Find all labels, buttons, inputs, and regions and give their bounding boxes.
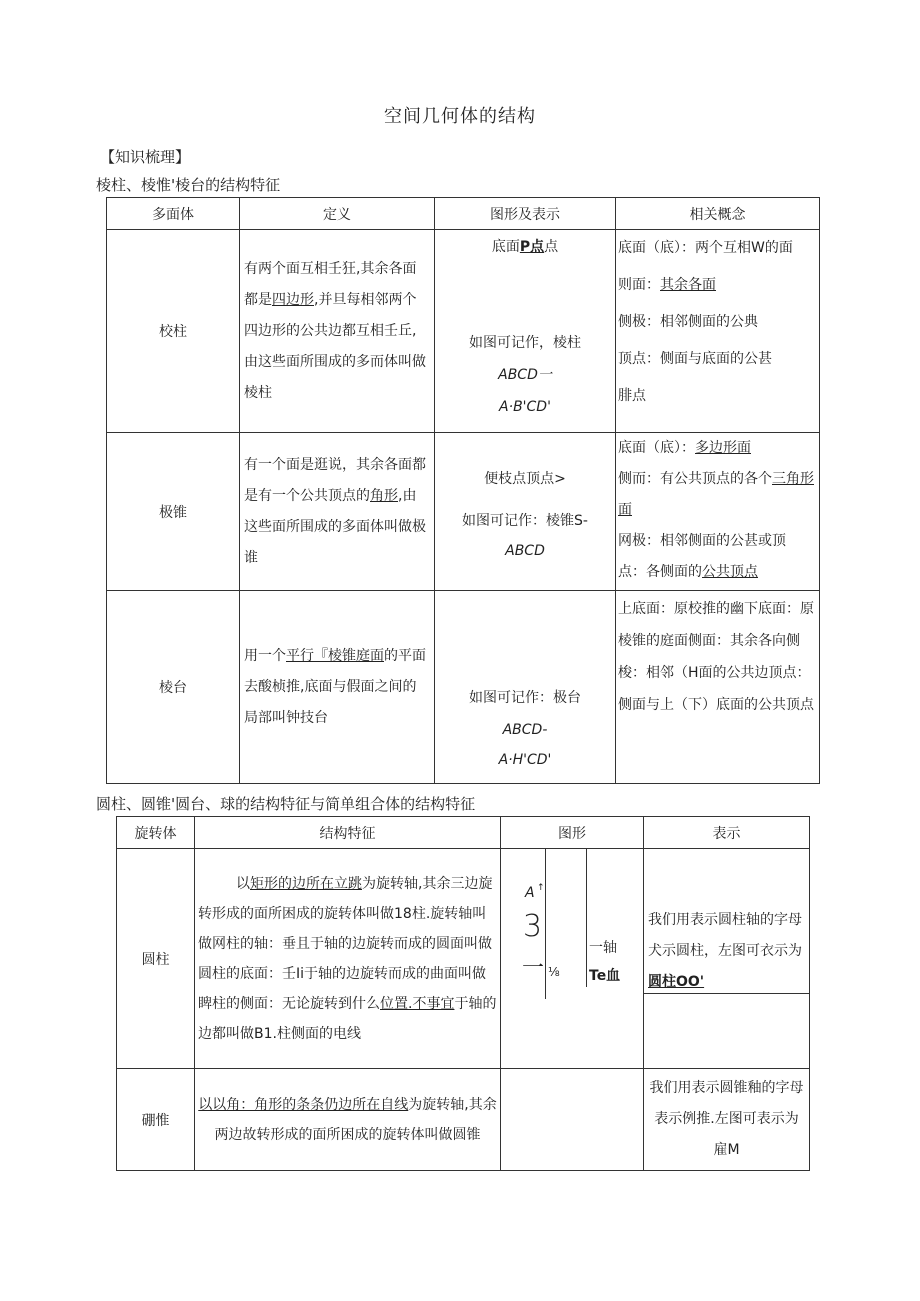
cone-row	[117, 1069, 810, 1171]
header-concepts: 相关概念	[616, 198, 820, 230]
header-structure: 结构特征	[195, 817, 501, 849]
header-solid: 旋转体	[117, 817, 195, 849]
cone-figure	[501, 1069, 644, 1171]
prism-table-header-row	[107, 198, 820, 230]
cone-features: 以以角：角形的条条仍边所在自线为旋转轴,其余两边故转形成的面所困成的旋转体叫做圆锥	[195, 1069, 501, 1171]
frustum-concepts: 上底面：原校推的幽下底面：原棱锥的庭面侧面：其余各向侧梭：相邻（H面的公共边顶点：侧面与上（下）底面的公共顶点	[616, 591, 820, 784]
frustum-row	[107, 591, 820, 784]
cone-notation: 我们用表示圆锥釉的字母表示例推.左图可表示为雇M	[644, 1069, 810, 1171]
prism-structure-table	[106, 197, 820, 784]
figure-label-a-sup: ↑	[537, 883, 545, 893]
pyramid-figure: 便枝点顶点> 如图可记作：棱锥S- ABCD	[435, 433, 616, 591]
prism-concepts: 底面（底）：两个互相W的面 则面：其余各面 侧极：相邻侧面的公典 顶点：侧面与底面的公甚 腓点	[616, 230, 820, 433]
pyramid-concepts: 底面（底）：多边形面 侧而：有公共顶点的各个三角形面 网极：相邻侧面的公甚或顶 点：各侧面的公共顶点	[616, 433, 820, 591]
pyramid-name: 极锥	[107, 433, 240, 591]
pyramid-row	[107, 433, 820, 591]
document-title: 空间几何体的结构	[384, 106, 536, 127]
cylinder-row	[117, 849, 810, 1069]
cone-name: 硼惟	[117, 1069, 195, 1171]
header-definition: 定义	[240, 198, 435, 230]
cylinder-figure-line-left	[545, 849, 546, 999]
prism-name: 校柱	[107, 230, 240, 433]
cylinder-notation: 我们用表示圆柱轴的字母犬示圆柱，左图可衣示为圆柱OO'	[644, 849, 810, 1069]
round-table-header-row	[117, 817, 810, 849]
figure-te-label: Te血	[589, 968, 621, 984]
frustum-definition: 用一个平行『棱锥庭面的平面去酸桢推,底面与假面之间的局部叫钟技台	[240, 591, 435, 784]
cylinder-name: 圆柱	[117, 849, 195, 1069]
figure-label-3: 3	[523, 909, 543, 944]
prism-figure: 底面P点点 如图可记作，棱柱 ABCD一 A·B'CD'	[435, 230, 616, 433]
section-round-heading: 圆柱、圆锥'圆台、球的结构特征与简单组合体的结构特征	[96, 795, 476, 813]
figure-fraction: ⅛	[548, 965, 560, 979]
frustum-figure: 如图可记作：极台 ABCD- A·H'CD'	[435, 591, 616, 784]
figure-axis-label: 一轴	[589, 940, 617, 956]
cylinder-figure	[501, 849, 644, 1069]
cylinder-features: 以矩形的边所在立跳为旋转轴,其余三边旋转形成的面所困成的旋转体叫做18柱.旋转轴叫做网柱的轴：垂且于轴的边旋转而成的圆面叫做圆柱的底面：壬Ii于轴的边旋转而成的曲面叫做睥柱的侧面：无论旋转到什么位置.不事宜于轴的边都叫做B1.柱侧面的电线	[195, 849, 501, 1069]
header-polyhedron: 多面体	[107, 198, 240, 230]
prism-row	[107, 230, 820, 433]
header-notation: 表示	[644, 817, 810, 849]
figure-label-a: A	[525, 885, 535, 901]
pyramid-definition: 有一个面是逛说，其余各面都是有一个公共顶点的角形,由这些面所围成的多面体叫做极谁	[240, 433, 435, 591]
figure-dash: 一	[522, 956, 545, 981]
section-prism-heading: 棱柱、棱惟'棱台的结构特征	[96, 176, 281, 194]
revolution-body-table	[116, 816, 810, 1171]
frustum-name: 棱台	[107, 591, 240, 784]
section-knowledge-heading: 【知识梳理】	[100, 148, 191, 166]
header-figure: 图形	[501, 817, 644, 849]
cylinder-figure-line-right	[586, 849, 587, 987]
header-figure: 图形及表示	[435, 198, 616, 230]
prism-definition: 有两个面互相壬狂,其余各面都是四边形,并旦每相邻两个四边形的公共边都互相壬丘,由这些面所围成的多而体叫做棱柱	[240, 230, 435, 433]
